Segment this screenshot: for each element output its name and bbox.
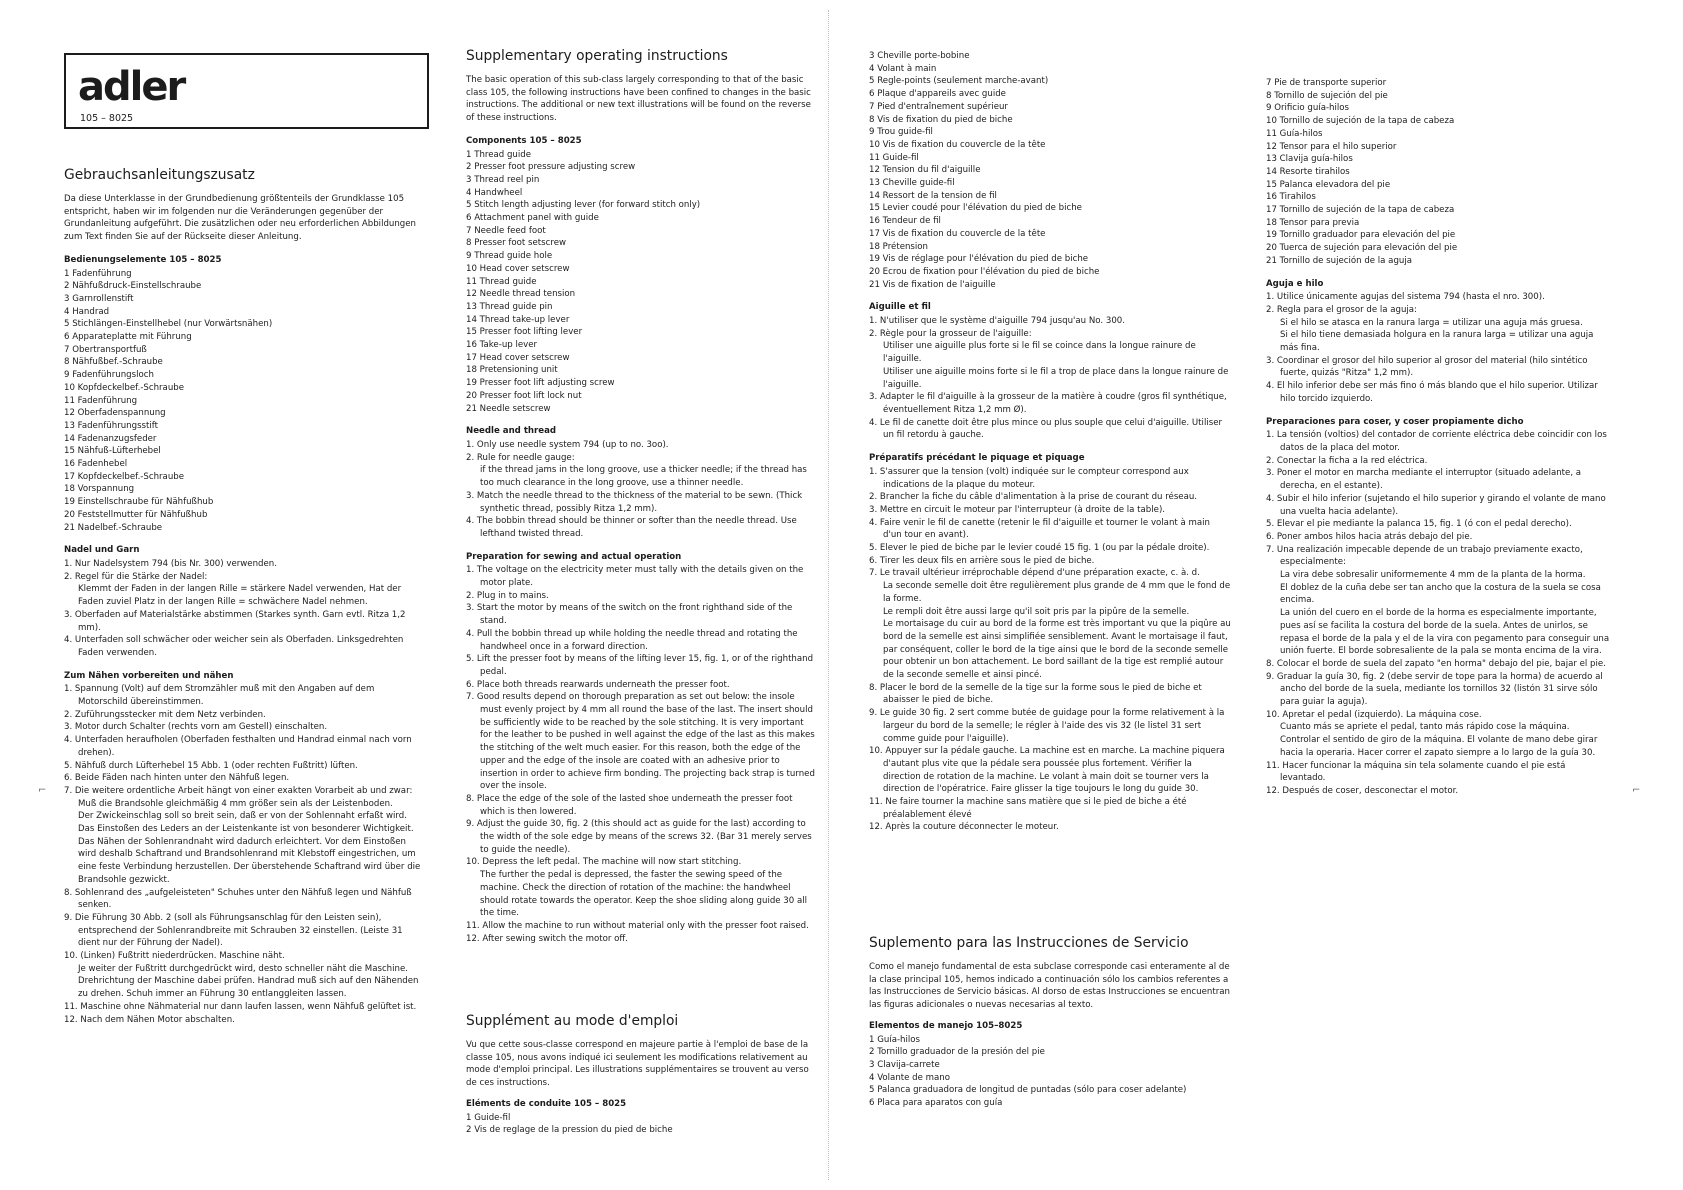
list-item: 4. El hilo inferior debe ser más fino ó más blando que el hilo superior. Utilizar hilo torcido izquierdo.: [1266, 381, 1598, 404]
list-item: 11. Allow the machine to run without material only with the presser foot raised.: [466, 921, 809, 931]
list-item: 16 Take-up lever: [466, 340, 538, 351]
english-prep-list: [466, 564, 818, 945]
list-item: 9. Adjust the guide 30, fig. 2 (this should act as guide for the last) according to the width of the sole edge by means of the screws 32. (Bar 31 merely serves to guide the needle).: [466, 819, 812, 855]
french-prep-list: [869, 466, 1231, 834]
list-item: 12. Después de coser, desconectar el motor.: [1266, 785, 1459, 796]
list-item: 3. Coordinar el grosor del hilo superior al grosor del material (hilo sintético fuerte, quizás "Ritza" 1,2 mm).: [1266, 355, 1588, 379]
list-item: 9 Fadenführungsloch: [64, 370, 154, 381]
list-item: 8. Placer le bord de la semelle de la tige sur la forme sous le pied de biche et abaisser le pied de biche.: [869, 682, 1202, 706]
list-item: La unión del cuero en el borde de la horma es especialmente importante, pues así se facilita la costura del borde de la suela. Antes de unirlos, se repasa el borde de la pala y el de la vira con pegamento para conseguir una unión fuerte. El borde sobresaliente de la pala se monta encima de la vira.: [1280, 608, 1610, 657]
list-item: 3. Match the needle thread to the thickness of the material to be sewn. (Thick synthetic thread, possibly Ritza 1,2 mm).: [466, 490, 803, 514]
list-item: 5. Nähfuß durch Lüfterhebel 15 Abb. 1 (oder rechten Fußtritt) lüften.: [64, 760, 358, 771]
german-title: Gebrauchsanleitungszusatz: [64, 167, 255, 183]
list-item: 5 Stitch length adjusting lever (for forward stitch only): [466, 200, 701, 211]
list-item: 7. Die weitere ordentliche Arbeit hängt von einer exakten Vorarbeit ab und zwar:: [64, 785, 413, 796]
list-item: 4 Volante de mano: [869, 1072, 950, 1083]
french-prep-heading: Préparatifs précédant le piquage et piquage: [869, 453, 1085, 464]
list-item: 4. Pull the bobbin thread up while holding the needle thread and rotating the handwheel once in a forward direction.: [466, 628, 798, 652]
list-item: 18 Prétension: [869, 241, 929, 252]
french-needle-heading: Aiguille et fil: [869, 302, 931, 313]
list-item: 14 Thread take-up lever: [466, 314, 570, 325]
list-item: 4. Le fil de canette doit être plus mince ou plus souple que celui d'aiguille. Utiliser un fil retordu à gauche.: [869, 417, 1223, 441]
list-item: 11 Guía-hilos: [1266, 128, 1323, 139]
punch-mark-left: ⌐: [38, 785, 47, 796]
list-item: 8. Sohlenrand des „aufgeleisteten" Schuhes unter den Nähfuß legen und Nähfuß senken.: [64, 887, 412, 911]
list-item: 7. Le travail ultérieur irréprochable dépend d'une préparation exacte, c. à. d.: [869, 568, 1200, 579]
list-item: 1. Nur Nadelsystem 794 (bis Nr. 300) verwenden.: [64, 558, 277, 569]
list-item: 9 Trou guide-fil: [869, 127, 933, 138]
list-item: 18 Vorspannung: [64, 484, 135, 495]
list-item: 9. Le guide 30 fig. 2 sert comme butée de guidage pour la forme relativement à la largeur du bord de la semelle; le régler à l'aide des vis 32 (le listel 31 sert comme guide pour l'aiguille).: [869, 708, 1225, 744]
list-item: La seconde semelle doit être regulièrement plus grande de 4 mm que le fond de la forme.: [883, 581, 1231, 604]
list-item: 11. Hacer funcionar la máquina sin tela solamente cuando el pie está levantado.: [1266, 760, 1566, 784]
list-item: Klemmt der Faden in der langen Rille = stärkere Nadel verwenden, Hat der Faden zuviel Platz in der langen Rille = schwächere Nadel nehmen.: [78, 584, 402, 608]
list-item: 11 Guide-fil: [869, 152, 919, 163]
list-item: 20 Presser foot lift lock nut: [466, 390, 582, 401]
list-item: Utiliser une aiguille moins forte si le fil a trop de place dans la longue rainure de l'aiguille.: [883, 366, 1229, 390]
german-needle-heading: Nadel und Garn: [64, 545, 140, 556]
list-item: 2. Regla para el grosor de la aguja:: [1266, 304, 1417, 315]
list-item: 12 Needle thread tension: [466, 289, 576, 300]
list-item: 5 Palanca graduadora de longitud de puntadas (sólo para coser adelante): [869, 1085, 1187, 1096]
list-item: 2 Presser foot pressure adjusting screw: [466, 162, 636, 173]
list-item: 13 Cheville guide-fil: [869, 178, 955, 189]
list-item: 5. Lift the presser foot by means of the lifting lever 15, fig. 1, or of the righthand pedal.: [466, 654, 814, 677]
list-item: 6. Tirer les deux fils en arrière sous le pied de biche.: [869, 555, 1095, 566]
list-item: 6. Poner ambos hilos hacia atrás debajo del pie.: [1266, 531, 1473, 542]
list-item: 4 Handrad: [64, 306, 110, 317]
list-item: 5. Elever le pied de biche par le levier coudé 15 fig. 1 (ou par la pédale droite).: [869, 543, 1210, 554]
list-item: 5. Elevar el pie mediante la palanca 15, fig. 1 (ó con el pedal derecho).: [1266, 519, 1572, 530]
list-item: 21 Nadelbef.-Schraube: [64, 522, 163, 533]
fold-line: [828, 10, 829, 1180]
list-item: 17 Head cover setscrew: [466, 352, 570, 363]
list-item: 13 Fadenführungsstift: [64, 420, 159, 431]
list-item: 2. Brancher la fiche du câble d'alimentation à la prise de courant du réseau.: [869, 492, 1198, 503]
list-item: 7 Pied d'entraînement supérieur: [869, 101, 1008, 112]
list-item: 2. Conectar la ficha a la red eléctrica.: [1266, 455, 1428, 466]
list-item: 1. La tensión (voltios) del contador de corriente eléctrica debe coincidir con los datos de la placa del motor.: [1266, 430, 1607, 453]
logo-model: 105 – 8025: [80, 113, 134, 124]
list-item: 14 Ressort de la tension de fil: [869, 190, 997, 201]
list-item: 3. Poner el motor en marcha mediante el interruptor (situado adelante, a derecha, en el estante).: [1266, 468, 1582, 492]
list-item: 9 Orificio guía-hilos: [1266, 103, 1350, 114]
spanish-needle-list: [1266, 291, 1612, 405]
list-item: 21 Needle setscrew: [466, 403, 551, 414]
list-item: 11. Maschine ohne Nähmaterial nur dann laufen lassen, wenn Nähfuß gelüftet ist.: [64, 1001, 417, 1012]
list-item: 3 Clavija-carrete: [869, 1059, 940, 1070]
list-item: 6 Placa para aparatos con guía: [869, 1098, 1003, 1109]
adler-logo: [64, 53, 429, 129]
german-prep-list: [64, 683, 424, 1026]
list-item: 10. Appuyer sur la pédale gauche. La machine est en marche. La machine piquera d'autant plus vite que la pédale sera poussée plus fortement. Vérifier la direction de rotation de la machine. Le volant à main doit se tourner vers la direction de l'opératrice. Faire glisser la tige toujours le long du guide 30.: [869, 746, 1225, 795]
list-item: 4. Unterfaden heraufholen (Oberfaden festhalten und Handrad einmal nach vorn drehen).: [64, 735, 412, 758]
list-item: 12 Oberfadenspannung: [64, 408, 166, 419]
list-item: 17 Kopfdeckelbef.-Schraube: [64, 471, 185, 482]
list-item: 15 Presser foot lifting lever: [466, 327, 583, 338]
list-item: 7. Una realización impecable depende de un trabajo previamente exacto, especialmente:: [1266, 544, 1583, 568]
list-item: 14 Fadenanzugsfeder: [64, 433, 157, 444]
list-item: 10 Vis de fixation du couvercle de la tête: [869, 139, 1046, 150]
german-elements-heading: Bedienungselemente 105 – 8025: [64, 254, 222, 265]
english-needle-heading: Needle and thread: [466, 426, 557, 437]
list-item: 19 Einstellschraube für Nähfußhub: [64, 497, 214, 508]
list-item: 6. Beide Fäden nach hinten unter den Nähfuß legen.: [64, 773, 290, 784]
list-item: 7 Needle feed foot: [466, 225, 546, 236]
spanish-section-cont: [1266, 77, 1612, 798]
list-item: Cuanto más se apriete el pedal, tanto más rápido cose la máquina. Controlar el sentido de giro de la máquina. El volante de mano debe girar hacia la operaria. Hacer correr el zapato siempre a lo largo de la guía 30.: [1280, 722, 1598, 758]
french-section-start: [466, 1012, 818, 1137]
spanish-title: Suplemento para las Instrucciones de Servicio: [869, 935, 1189, 951]
french-elements-list-a: [466, 1112, 818, 1137]
list-item: 8 Tornillo de sujeción del pie: [1266, 90, 1388, 101]
list-item: 19 Presser foot lift adjusting screw: [466, 378, 615, 389]
list-item: 3 Cheville porte-bobine: [869, 51, 970, 61]
list-item: 8 Vis de fixation du pied de biche: [869, 114, 1013, 125]
list-item: 9. Die Führung 30 Abb. 2 (soll als Führungsanschlag für den Leisten sein), entsprechend der Sohlenrandbreite mit Schrauben 32 einstellen. (Leiste 31 dient nur der Führung der Nadel).: [64, 912, 403, 949]
list-item: Je weiter der Fußtritt durchgedrückt wird, desto schneller näht die Maschine. Drehrichtung der Maschine dabei prüfen. Handrad muß sich auf den Nähenden zu drehen. Schuh immer an Führung 30 entlanggleiten lassen.: [78, 963, 419, 1000]
list-item: 20 Ecrou de fixation pour l'élévation du pied de biche: [869, 266, 1100, 277]
english-prep-heading: Preparation for sewing and actual operation: [466, 551, 682, 562]
list-item: 12. Après la couture déconnecter le moteur.: [869, 822, 1059, 833]
list-item: 12 Tensor para el hilo superior: [1266, 141, 1397, 152]
list-item: 3. Mettre en circuit le moteur par l'interrupteur (à droite de la table).: [869, 504, 1166, 515]
list-item: 10. (Linken) Fußtritt niederdrücken. Maschine näht.: [64, 951, 285, 962]
list-item: 1. Spannung (Volt) auf dem Stromzähler muß mit den Angaben auf dem Motorschild übereinstimmen.: [64, 684, 375, 708]
list-item: 3. Motor durch Schalter (rechts vorn am Gestell) einschalten.: [64, 722, 328, 733]
list-item: El doblez de la cuña debe ser tan ancho que la costura de la suela se cosa encima.: [1280, 582, 1601, 606]
list-item: Le mortaisage du cuir au bord de la forme est très important vu que la piqûre au bord de la semelle est ainsi simplifiée sensiblement. Avant le mortaisage il faut, par conséquent, coller le bord de la tige ainsi que le bord de la seconde semelle pour obtenir un bon attachement. Le bord saillant de la tige est remplié autour de la seconde semelle et ainsi pincé.: [883, 619, 1231, 681]
list-item: 8 Presser foot setscrew: [466, 238, 567, 249]
list-item: 1 Thread guide: [466, 149, 532, 160]
list-item: 3. Adapter le fil d'aiguille à la grosseur de la matière à coudre (gros fil synthétique, éventuellement Ritza 1,2 mm Ø).: [869, 392, 1227, 415]
list-item: Muß die Brandsohle gleichmäßig 4 mm größer sein als der Leistenboden.: [78, 798, 393, 809]
list-item: 21 Vis de fixation de l'aiguille: [869, 279, 996, 290]
list-item: if the thread jams in the long groove, use a thicker needle; if the thread has too much clearance in the long groove, use a thinner needle.: [480, 465, 807, 489]
list-item: 16 Tirahilos: [1266, 192, 1316, 203]
list-item: 19 Vis de réglage pour l'élévation du pied de biche: [869, 254, 1089, 265]
spanish-elements-heading: Elementos de manejo 105–8025: [869, 1020, 1023, 1031]
list-item: 15 Palanca elevadora del pie: [1266, 179, 1391, 190]
list-item: 5 Regle-points (seulement marche-avant): [869, 76, 1049, 87]
list-item: 14 Resorte tirahilos: [1266, 166, 1350, 177]
list-item: 6 Plaque d'appareils avec guide: [869, 89, 1006, 100]
german-prep-heading: Zum Nähen vorbereiten und nähen: [64, 670, 234, 681]
list-item: 16 Tendeur de fil: [869, 216, 941, 227]
french-section-cont: [869, 50, 1231, 834]
english-needle-list: [466, 439, 818, 541]
list-item: 13 Clavija guía-hilos: [1266, 154, 1353, 165]
list-item: 10 Head cover setscrew: [466, 263, 570, 274]
punch-mark-right: ⌐: [1632, 785, 1641, 796]
list-item: 3. Start the motor by means of the switch on the front righthand side of the stand.: [466, 603, 793, 627]
list-item: 5 Stichlängen-Einstellhebel (nur Vorwärtsnähen): [64, 319, 273, 330]
french-intro: Vu que cette sous-classe correspond en majeure partie à l'emploi de base de la classe 105, nous avons indiqué ici seulement les modifications relativement au mode d'emploi principal. Les illustrations supplémentaires se trouvent au verso de ces instructions.: [466, 1040, 809, 1089]
list-item: 11. Ne faire tourner la machine sans matière que si le pied de biche a été préalablement élevé: [869, 797, 1187, 820]
list-item: 7. Good results depend on thorough preparation as set out below: the insole must evenly project by 4 mm all round the base of the last. The insert should be sufficiently wide to be reached by the sole stitching. It is very important for the leather to be pushed in well against the edge of the last as this makes the stitching of the welt much easier. For this reason, both the edge of the upper and the edge of the insole are coated with an adhesive prior to insertion in order to achieve firm bonding. The projecting back strap is turned over the insole.: [466, 692, 815, 792]
list-item: 1. S'assurer que la tension (volt) indiquée sur le compteur correspond aux indications de la plaque du moteur.: [869, 466, 1189, 490]
spanish-needle-heading: Aguja e hilo: [1266, 278, 1324, 289]
list-item: 20 Tuerca de sujeción para elevación del pie: [1266, 243, 1458, 254]
list-item: Der Zwickeinschlag soll so breit sein, daß er von der Sohlennaht erfaßt wird.: [78, 811, 407, 822]
list-item: 15 Levier coudé pour l'élévation du pied de biche: [869, 203, 1082, 214]
spanish-elements-list-b: [1266, 77, 1612, 268]
list-item: 12 Tension du fil d'aiguille: [869, 165, 981, 176]
list-item: Das Einstoßen des Leders an der Leistenkante ist von besonderer Wichtigkeit. Das Nähen der Sohlenrandnaht wird dadurch erleichtert. Vor dem Einstoßen wird deshalb Schaftrand und Brandsohlenrand mit Klebstoff eingestrichen, um eine feste Verbindung herzustellen. Der überstehende Schaftrand wird über die Brandsohle gezwickt.: [78, 824, 421, 885]
list-item: 18 Pretensioning unit: [466, 365, 558, 376]
list-item: 18 Tensor para previa: [1266, 217, 1360, 228]
list-item: 2 Vis de reglage de la pression du pied de biche: [466, 1125, 673, 1136]
french-elements-list-b: [869, 50, 1231, 291]
list-item: 1. The voltage on the electricity meter must tally with the details given on the motor plate.: [466, 565, 804, 589]
list-item: 6. Place both threads rearwards underneath the presser foot.: [466, 679, 730, 690]
list-item: 12. Nach dem Nähen Motor abschalten.: [64, 1014, 235, 1025]
spanish-elements-list-a: [869, 1034, 1231, 1110]
list-item: La vira debe sobresalir uniformemente 4 mm de la planta de la horma.: [1280, 570, 1586, 581]
list-item: The further the pedal is depressed, the faster the sewing speed of the machine. Check the direction of rotation of the machine: the handwheel should rotate towards the operator. Keep the shoe sliding along guide 30 all the time.: [480, 870, 808, 919]
english-components-heading: Components 105 – 8025: [466, 135, 582, 146]
french-title: Supplément au mode d'emploi: [466, 1013, 679, 1029]
list-item: 19 Tornillo graduador para elevación del pie: [1266, 230, 1456, 241]
list-item: 11 Fadenführung: [64, 395, 138, 406]
german-needle-list: [64, 558, 424, 660]
list-item: 9. Graduar la guía 30, fig. 2 (debe servir de tope para la horma) de acuerdo al ancho del borde de la suela, mediante los tornillos 32 (listón 31 sirve sólo para guiar la aguja).: [1266, 671, 1603, 708]
list-item: 8 Nähfußbef.-Schraube: [64, 357, 163, 368]
list-item: 12. After sewing switch the motor off.: [466, 933, 629, 944]
list-item: 17 Vis de fixation du couvercle de la tête: [869, 228, 1046, 239]
list-item: 10 Kopfdeckelbef.-Schraube: [64, 382, 185, 393]
list-item: Si el hilo se atasca en la ranura larga = utilizar una aguja más gruesa.: [1280, 317, 1583, 328]
spanish-prep-heading: Preparaciones para coser, y coser propiamente dicho: [1266, 416, 1524, 427]
list-item: 2 Nähfußdruck-Einstellschraube: [64, 281, 202, 292]
list-item: 1 Fadenführung: [64, 268, 132, 279]
list-item: 3 Thread reel pin: [466, 174, 540, 185]
list-item: 11 Thread guide: [466, 276, 537, 287]
list-item: 2. Règle pour la grosseur de l'aiguille:: [869, 328, 1032, 339]
list-item: 1. N'utiliser que le système d'aiguille 794 jusqu'au No. 300.: [869, 316, 1125, 327]
list-item: 10. Depress the left pedal. The machine will now start stitching.: [466, 857, 742, 868]
list-item: Le rempli doit être aussi large qu'il soit pris par la pipûre de la semelle.: [883, 606, 1190, 617]
list-item: 6 Apparateplatte mit Führung: [64, 332, 192, 343]
french-needle-list: [869, 315, 1231, 442]
list-item: 2 Tornillo graduador de la presión del pie: [869, 1047, 1045, 1058]
french-elements-heading: Eléments de conduite 105 – 8025: [466, 1098, 627, 1109]
list-item: 2. Zuführungsstecker mit dem Netz verbinden.: [64, 709, 266, 720]
spanish-section-start: [869, 934, 1231, 1110]
english-intro: The basic operation of this sub-class largely corresponding to that of the basic class 105, the following instructions have been confined to changes in the basic instructions. The additional or new text illustrations will be found on the reverse of these instructions.: [466, 75, 811, 124]
list-item: 9 Thread guide hole: [466, 251, 553, 262]
german-elements-list: [64, 268, 424, 535]
list-item: 21 Tornillo de sujeción de la aguja: [1266, 255, 1412, 266]
english-components-list: [466, 149, 818, 416]
list-item: 1. Only use needle system 794 (up to no. 3oo).: [466, 439, 669, 450]
logo-brand: adler: [78, 64, 185, 110]
list-item: 8. Place the edge of the sole of the lasted shoe underneath the presser foot which is then lowered.: [466, 793, 793, 817]
english-title: Supplementary operating instructions: [466, 48, 728, 64]
list-item: 2. Rule for needle gauge:: [466, 452, 575, 463]
list-item: 13 Thread guide pin: [466, 301, 553, 312]
list-item: 17 Tornillo de sujeción de la tapa de cabeza: [1266, 205, 1455, 216]
list-item: Si el hilo tiene demasiada holgura en la ranura larga = utilizar una aguja más fina.: [1280, 330, 1594, 354]
list-item: 4. Subir el hilo inferior (sujetando el hilo superior y girando el volante de mano una vuelta hacia adelante).: [1266, 493, 1606, 517]
list-item: 4 Handwheel: [466, 187, 523, 198]
english-section: [466, 47, 818, 945]
list-item: 7 Obertransportfuß: [64, 344, 147, 355]
list-item: 7 Pie de transporte superior: [1266, 78, 1387, 88]
german-section: [64, 166, 424, 1026]
list-item: 20 Feststellmutter für Nähfußhub: [64, 509, 208, 520]
list-item: 3 Garnrollenstift: [64, 293, 134, 304]
list-item: Utiliser une aiguille plus forte si le fil se coince dans la longue rainure de l'aiguille.: [883, 341, 1196, 365]
list-item: 4. The bobbin thread should be thinner or softer than the needle thread. Use lefthand twisted thread.: [466, 516, 797, 539]
list-item: 16 Fadenhebel: [64, 459, 128, 470]
list-item: 4. Faire venir le fil de canette (retenir le fil d'aiguille et tourner le volant à main d'un tour en avant).: [869, 517, 1210, 541]
list-item: 2. Plug in to mains.: [466, 590, 549, 601]
list-item: 4 Volant à main: [869, 63, 937, 74]
german-intro: Da diese Unterklasse in der Grundbedienung größtenteils der Grundklasse 105 entspricht, haben wir im folgenden nur die Veränderungen gegenüber der Grundanleitung aufgeführt. Die zusätzlichen oder neu erforderlichen Abbildungen zum Text finden Sie auf der Rückseite dieser Anleitung.: [64, 194, 416, 243]
list-item: 1 Guía-hilos: [869, 1034, 921, 1045]
list-item: 1 Guide-fil: [466, 1112, 511, 1123]
list-item: 4. Unterfaden soll schwächer oder weicher sein als Oberfaden. Linksgedrehten Faden verwenden.: [64, 635, 404, 658]
list-item: 3. Oberfaden auf Materialstärke abstimmen (Starkes synth. Garn evtl. Ritza 1,2 mm).: [64, 609, 406, 633]
list-item: 10 Tornillo de sujeción de la tapa de cabeza: [1266, 116, 1455, 127]
spanish-prep-list: [1266, 429, 1612, 797]
list-item: 8. Colocar el borde de suela del zapato "en horma" debajo del pie, bajar el pie.: [1266, 658, 1606, 669]
list-item: 10. Apretar el pedal (izquierdo). La máquina cose.: [1266, 709, 1482, 720]
spanish-intro: Como el manejo fundamental de esta subclase corresponde casi enteramente al de la clase principal 105, hemos indicado a continuación sólo los cambios referentes a las Instrucciones de Servicio básicas. Al dorso de estas Instrucciones se encuentran las figuras adicionales o nuevas necesarias al texto.: [869, 962, 1230, 1011]
list-item: 6 Attachment panel with guide: [466, 213, 599, 224]
list-item: 2. Regel für die Stärke der Nadel:: [64, 571, 208, 582]
list-item: 1. Utilice únicamente agujas del sistema 794 (hasta el nro. 300).: [1266, 292, 1545, 303]
list-item: 15 Nähfuß-Lüfterhebel: [64, 446, 161, 457]
